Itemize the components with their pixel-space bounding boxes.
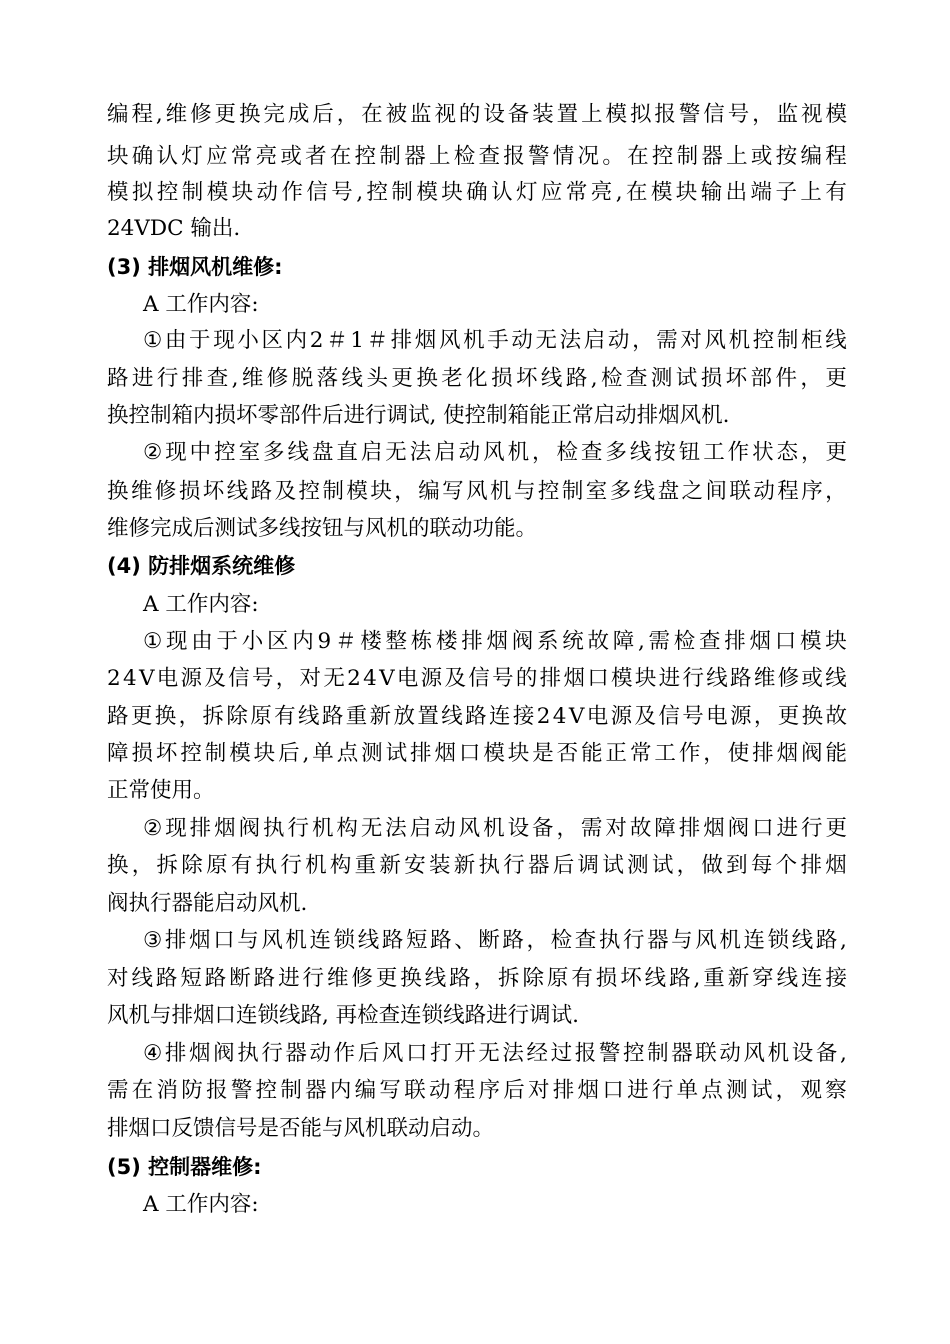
text-line: ② 现 中 控 室 多 线 盘 直 启 无 法 启 动 风 机 ， 检 查 多 线 按 钮 工 作 状 态 ， 更 xyxy=(143,440,847,465)
text-line: 风机与排烟口连锁线路, 再检查连锁线路进行调试. xyxy=(107,1003,580,1028)
text-line: ① 现 由 于 小 区 内 9 ＃ 楼 整 栋 楼 排 烟 阀 系 统 故 障 , 需 检 查 排 烟 口 模 块 xyxy=(143,629,847,654)
text-line: 24VDC 输出. xyxy=(107,216,241,241)
text-line: 排烟口反馈信号是否能与风机联动启动。 xyxy=(107,1116,495,1141)
text-line: 模 拟 控 制 模 块 动 作 信 号 , 控 制 模 块 确 认 灯 应 常 亮 , 在 模 块 输 出 端 子 上 有 xyxy=(107,180,847,205)
text-line: 编 程 , 维 修 更 换 完 成 后 ， 在 被 监 视 的 设 备 装 置 上 模 拟 报 警 信 号 ， 监 视 模 xyxy=(107,102,847,127)
text-line: 换控制箱内损坏零部件后进行调试, 使控制箱能正常启动排烟风机. xyxy=(107,403,730,428)
text-line: 障 损 坏 控 制 模 块 后 , 单 点 测 试 排 烟 口 模 块 是 否 能 正 常 工 作 ， 使 排 烟 阀 能 xyxy=(107,741,847,766)
text-line: ② 现 排 烟 阀 执 行 机 构 无 法 启 动 风 机 设 备 ， 需 对 故 障 排 烟 阀 口 进 行 更 xyxy=(143,816,847,841)
text-line: 路 更 换 ， 拆 除 原 有 线 路 重 新 放 置 线 路 连 接 2 4 V 电 源 及 信 号 电 源 ， 更 换 故 xyxy=(107,704,847,729)
text-line: ④ 排 烟 阀 执 行 器 动 作 后 风 口 打 开 无 法 经 过 报 警 控 制 器 联 动 风 机 设 备 , xyxy=(143,1041,847,1066)
text-line: 需 在 消 防 报 警 控 制 器 内 编 写 联 动 程 序 后 对 排 烟 口 进 行 单 点 测 试 ， 观 察 xyxy=(107,1078,847,1103)
text-line: 块 确 认 灯 应 常 亮 或 者 在 控 制 器 上 检 查 报 警 情 况 。 在 控 制 器 上 或 按 编 程 xyxy=(107,144,847,169)
text-line: ③ 排 烟 口 与 风 机 连 锁 线 路 短 路 、 断 路 ， 检 查 执 行 器 与 风 机 连 锁 线 路 , xyxy=(143,928,847,953)
section-heading: (4) 防排烟系统维修 xyxy=(107,554,296,578)
text-line: 路 进 行 排 查 , 维 修 脱 落 线 头 更 换 老 化 损 坏 线 路 , 检 查 测 试 损 坏 部 件 ， 更 xyxy=(107,366,847,391)
section-heading: (5) 控制器维修: xyxy=(107,1155,262,1179)
text-line: 2 4 V 电 源 及 信 号 ， 对 无 2 4 V 电 源 及 信 号 的 排 烟 口 模 块 进 行 线 路 维 修 或 线 xyxy=(107,666,847,691)
subheading: A 工作内容: xyxy=(143,292,259,317)
text-line: 维修完成后测试多线按钮与风机的联动功能。 xyxy=(107,516,538,541)
text-line: 对 线 路 短 路 断 路 进 行 维 修 更 换 线 路 ， 拆 除 原 有 损 坏 线 路 , 重 新 穿 线 连 接 xyxy=(107,966,847,991)
subheading: A 工作内容: xyxy=(143,1192,259,1217)
text-line: 阀执行器能启动风机. xyxy=(107,891,308,916)
section-heading: (3) 排烟风机维修: xyxy=(107,255,283,279)
subheading: A 工作内容: xyxy=(143,592,259,617)
text-line: 换 维 修 损 坏 线 路 及 控 制 模 块 ， 编 写 风 机 与 控 制 室 多 线 盘 之 间 联 动 程 序 ， xyxy=(107,479,847,504)
text-line: 换 ， 拆 除 原 有 执 行 机 构 重 新 安 装 新 执 行 器 后 调 试 测 试 ， 做 到 每 个 排 烟 xyxy=(107,853,847,878)
text-line: ① 由 于 现 小 区 内 2 ＃ 1 ＃ 排 烟 风 机 手 动 无 法 启 动 ， 需 对 风 机 控 制 柜 线 xyxy=(143,328,847,353)
text-line: 正常使用。 xyxy=(107,778,215,803)
